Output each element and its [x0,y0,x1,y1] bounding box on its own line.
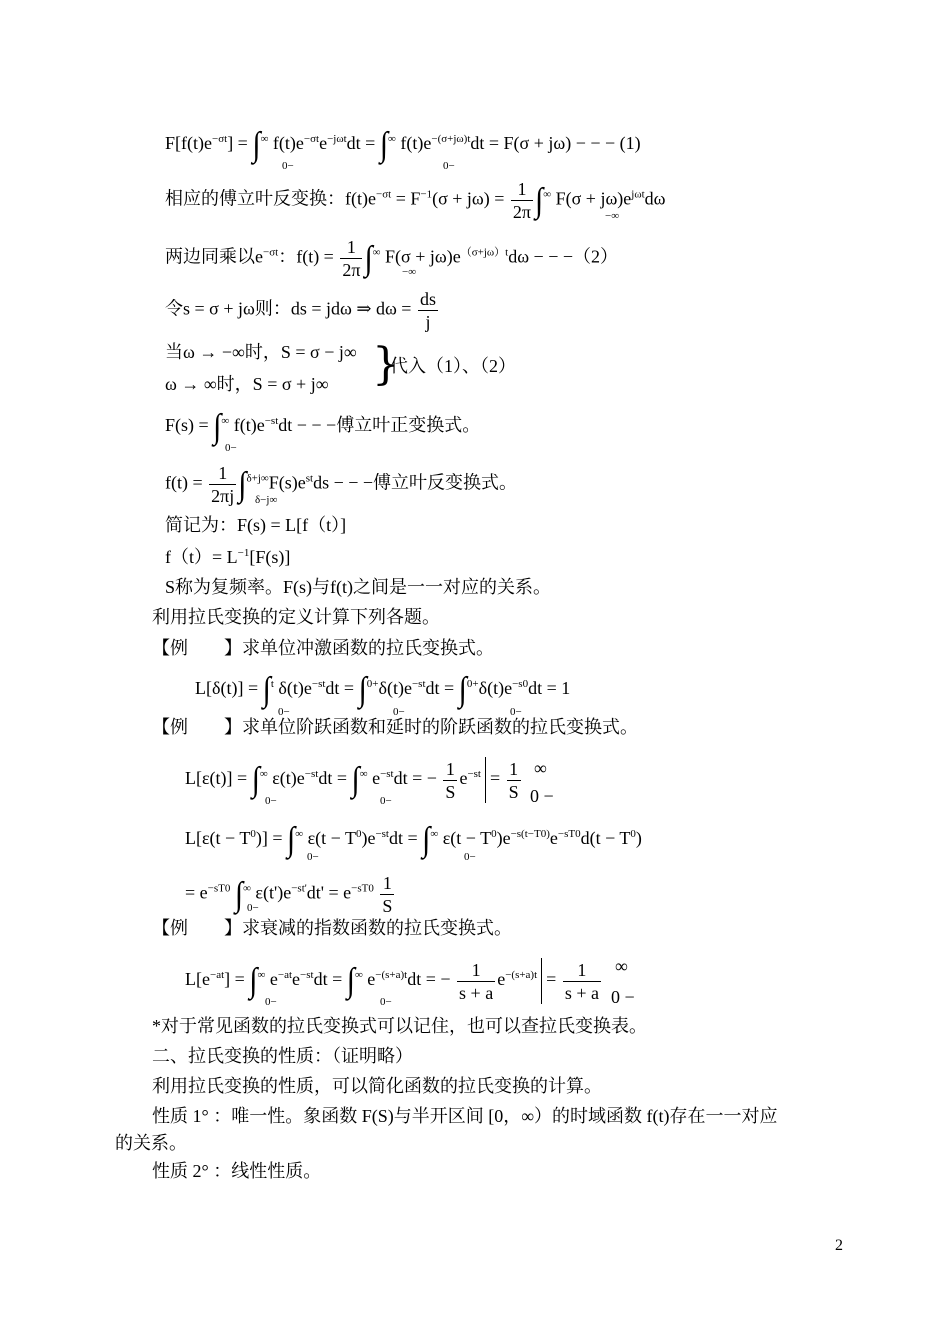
property-1-line-2: 的关系。 [115,1133,187,1153]
inverse-fourier-line: 相应的傅立叶反变换：$f(t)e^{-\sigma t} = F^{-1}(\sigma + j\omega)$ = $\frac{1}{2\pi}$ ∫∞ $F(\sigma + j\omega)e^{j\omega t}d\omega$ [165,179,666,222]
paragraph: 利用拉氏变换的性质，可以简化函数的拉氏变换的计算。 [152,1076,602,1096]
exercise-intro: 利用拉氏变换的定义计算下列各题。 [152,607,440,627]
complex-frequency-note: S称为复频率。F(s)与f(t)之间是一一对应的关系。 [165,577,551,597]
limit-label: 0− [225,442,237,454]
eval-upper: ∞ [615,956,628,976]
eval-lower: 0 − [611,987,635,1007]
limit-label: 0− [464,851,476,863]
limit-label: −∞ [605,210,620,222]
page-number: 2 [835,1237,843,1254]
limit-label: 0− [278,706,290,718]
limit-label: 0− [393,706,405,718]
limit-label: 0− [307,851,319,863]
limit-label: 0− [380,795,392,807]
substitution-line: 令s = σ + jω则：ds = jdω ⇒ dω = $\frac{ds}{j}$ [165,289,436,332]
example-1-equation: L[δ(t)] = ∫$^t$ $\delta(t)e^{-st}dt = \int^{0+}\delta(t)e^{-st}dt = \int^{0+}\delta(t)e^{-s0}dt = 1$ [195,670,571,709]
section-heading: 二、拉氏变换的性质：（证明略） [152,1046,413,1066]
limit-label: 0− [510,706,522,718]
limit-label: −∞ [402,266,417,278]
limit-label: 0− [265,795,277,807]
example-2-equation-3: = $e^{-sT0}$ ∫∞ $\varepsilon(t')e^{-st'}dt' = e^{-sT0}$ $\frac{1}{S}$ [185,873,393,916]
laplace-forward-formula: F(s) = ∫∞ $f(t)e^{-st}dt$ − − −傅立叶正变换式。 [165,407,481,446]
shorthand-line: 简记为：F(s) = L[f（t）] [165,515,347,535]
laplace-inverse-formula: f(t) = $\frac{1}{2\pi j}$ $\int^{\delta+j\infty}F(s)e^{st}ds$ − − −傅立叶反变换式。 [165,463,518,506]
limit-label: 0− [380,996,392,1008]
limit-label: 0− [247,902,259,914]
eval-upper: ∞ [534,758,547,778]
limit-label: 0− [443,160,455,172]
limit-label: 0− [265,996,277,1008]
property-2-line: 性质 2° ：线性性质。 [152,1161,322,1181]
example-1-title: 【例 】求单位冲激函数的拉氏变换式。 [152,638,494,658]
example-3-title: 【例 】求衰减的指数函数的拉氏变换式。 [152,918,512,938]
limit-line-2: ω → ∞时，S = σ + j∞ [165,374,329,394]
brace-icon: } [372,339,400,390]
equation-2: 两边同乘以$e^{-\sigma t}$：f(t) = $\frac{1}{2\pi}$ ∫∞ $F(\sigma + j\omega)e^{(\sigma+j\omega)t}d\omega$ − − −（2） [165,237,619,280]
example-2-title: 【例 】求单位阶跃函数和延时的阶跃函数的拉氏变换式。 [152,717,638,737]
limit-label: 0− [282,160,294,172]
inverse-shorthand-line: $f(t)= L^{-1}[F(s)]$ [165,547,291,567]
example-2-equation-1: L[ε(t)] = ∫∞ $\varepsilon(t)e^{-st}dt = \int^\infty$ $e^{-st}dt$ = − $\frac{1}{S}$ $e^{-st}$ = $\frac{1}{S}$ [185,758,519,802]
eval-lower: 0 − [530,786,554,806]
property-1-line-1: 性质 1° ：唯一性。象函数 F(S)与半开区间 [0，∞）的时域函数 f(t)存在一一对应 [152,1106,778,1126]
example-2-equation-2: $L[\varepsilon(t - T^0)] = \int^\infty$ $\varepsilon(t - T^0)e^{-st}dt = \int^\infty$ $\varepsilon(t - T^0)e^{-s(t-T0)}e^{-sT0}d(t - T^0)$ [185,820,642,859]
example-3-equation: $L[e^{-at}] = \int^\infty$ $e^{-at}e^{-st}dt = \int^\infty$ $e^{-(s+a)t}dt$ = − $\frac{1}{s + a}$ $e^{-(s+a)t}$ = $\frac{1}{s + a}$ [185,959,599,1003]
equation-1: $F[f(t)e^{-\sigma t}] = \int^\infty$ $f(t)e^{-\sigma t}e^{-j\omega t}dt = \int^\infty$ $f(t)e^{-(\sigma+j\omega)t}dt = F(\sigma + j\omega)$ − − − (1) [165,125,641,164]
limit-label: δ−j∞ [255,494,278,506]
note-line: *对于常见函数的拉氏变换式可以记住，也可以查拉氏变换表。 [152,1016,647,1036]
substitute-note: 代入（1）、（2） [390,356,516,376]
limit-line-1: 当ω → −∞时，S = σ − j∞ [165,342,357,362]
